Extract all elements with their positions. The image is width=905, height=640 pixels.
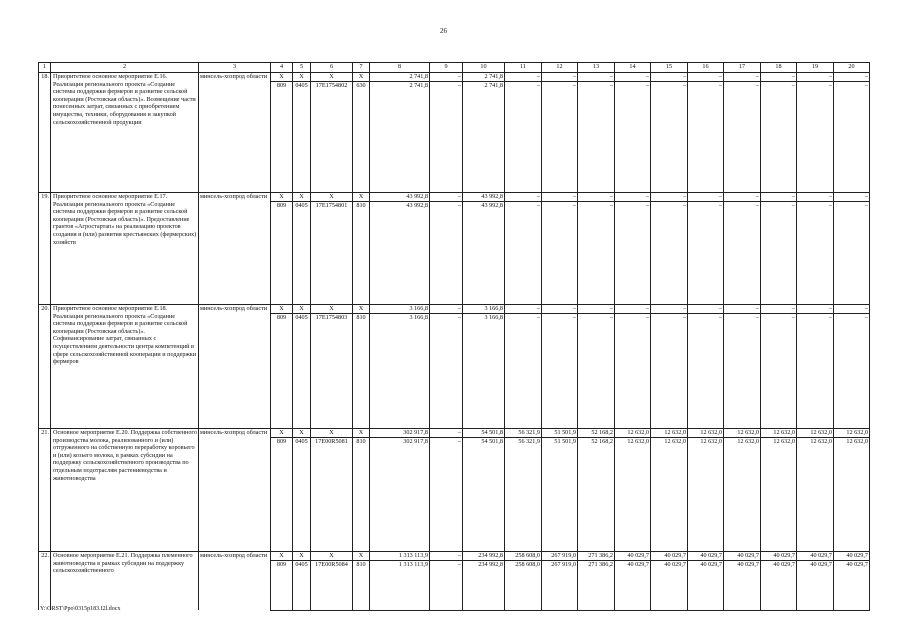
value-cell-line1: – xyxy=(834,305,870,314)
value-cell-line2: – xyxy=(430,82,463,193)
value-cell-line2: 12 632,0 xyxy=(688,438,724,552)
table-row xyxy=(39,73,870,82)
column-number-cell: 7 xyxy=(353,63,370,73)
value-cell-line2: 54 501,8 xyxy=(463,438,505,552)
value-cell-line1: 12 632,0 xyxy=(651,429,688,438)
column-number-cell: 5 xyxy=(293,63,311,73)
column-number-cell: 6 xyxy=(311,63,353,73)
value-cell-line1: 12 632,0 xyxy=(724,429,761,438)
value-cell-line2: – xyxy=(797,82,834,193)
value-cell-line2: – xyxy=(578,202,615,305)
value-cell-line2: 0405 xyxy=(293,82,311,193)
value-cell-line1: – xyxy=(542,305,578,314)
value-cell-line1: – xyxy=(430,305,463,314)
value-cell-line1: – xyxy=(724,305,761,314)
value-cell-line1: X xyxy=(353,193,370,202)
value-cell-line2: – xyxy=(430,561,463,611)
value-cell-line1: – xyxy=(430,552,463,561)
column-number-cell: 11 xyxy=(505,63,542,73)
value-cell-line2: 258 608,0 xyxy=(505,561,542,611)
value-cell-line2: – xyxy=(834,202,870,305)
value-cell-line2: – xyxy=(615,314,651,429)
value-cell-line1: X xyxy=(271,305,293,314)
value-cell-line2: 12 632,0 xyxy=(797,438,834,552)
value-cell-line2: 302 917,8 xyxy=(370,438,430,552)
value-cell-line2: 56 321,9 xyxy=(505,438,542,552)
value-cell-line1: 2 741,8 xyxy=(370,73,430,82)
value-cell-line2: – xyxy=(688,202,724,305)
column-number-cell: 19 xyxy=(797,63,834,73)
responsible-executor: минсель-хозпрод области xyxy=(199,193,271,305)
value-cell-line1: – xyxy=(505,193,542,202)
value-cell-line2: – xyxy=(615,202,651,305)
value-cell-line2: 809 xyxy=(271,82,293,193)
table-row xyxy=(39,193,870,202)
value-cell-line1: – xyxy=(761,305,797,314)
footer-file-path: Y:\ORST\Ppo\0315p183.f2l.docx xyxy=(40,606,121,612)
value-cell-line2: 271 386,2 xyxy=(578,561,615,611)
value-cell-line2: – xyxy=(615,82,651,193)
budget-table xyxy=(38,62,870,611)
row-number: 18. xyxy=(39,73,51,193)
column-number-cell: 15 xyxy=(651,63,688,73)
value-cell-line1: X xyxy=(353,429,370,438)
value-cell-line1: – xyxy=(615,73,651,82)
value-cell-line1: X xyxy=(271,552,293,561)
value-cell-line2: 40 029,7 xyxy=(615,561,651,611)
row-number: 19. xyxy=(39,193,51,305)
table-row xyxy=(39,552,870,561)
value-cell-line2: 810 xyxy=(353,438,370,552)
value-cell-line2: 0405 xyxy=(293,438,311,552)
value-cell-line1: – xyxy=(761,193,797,202)
value-cell-line1: – xyxy=(651,193,688,202)
value-cell-line2: 17E00R5084 xyxy=(311,561,353,611)
value-cell-line2: – xyxy=(430,314,463,429)
column-number-cell: 17 xyxy=(724,63,761,73)
value-cell-line1: – xyxy=(724,193,761,202)
value-cell-line2: – xyxy=(688,314,724,429)
value-cell-line1: – xyxy=(578,193,615,202)
column-number-cell: 20 xyxy=(834,63,870,73)
measure-name: Основное мероприятие Е.20. Поддержка собственного производства молока, реализованного и (или) отгруженного на собственную переработку коровьего и (или) козьего молока, в рамках субсидии на поддержку сельскохозяйственного производства по отдельным подотраслям растениеводства и животноводства xyxy=(51,429,199,552)
value-cell-line2: 43 992,8 xyxy=(463,202,505,305)
value-cell-line1: 56 321,9 xyxy=(505,429,542,438)
column-number-cell: 9 xyxy=(430,63,463,73)
value-cell-line2: 1 313 113,9 xyxy=(370,561,430,611)
value-cell-line1: X xyxy=(311,429,353,438)
value-cell-line2: – xyxy=(724,202,761,305)
value-cell-line1: 12 632,0 xyxy=(797,429,834,438)
value-cell-line1: – xyxy=(834,73,870,82)
value-cell-line2: 40 029,7 xyxy=(651,561,688,611)
value-cell-line1: 271 386,2 xyxy=(578,552,615,561)
value-cell-line1: X xyxy=(311,305,353,314)
value-cell-line1: X xyxy=(293,429,311,438)
value-cell-line1: 3 166,8 xyxy=(463,305,505,314)
value-cell-line1: 2 741,8 xyxy=(463,73,505,82)
column-number-cell: 18 xyxy=(761,63,797,73)
value-cell-line2: 3 166,8 xyxy=(463,314,505,429)
value-cell-line1: X xyxy=(293,305,311,314)
value-cell-line1: X xyxy=(293,73,311,82)
value-cell-line1: X xyxy=(271,193,293,202)
value-cell-line2: – xyxy=(430,202,463,305)
value-cell-line1: – xyxy=(615,305,651,314)
value-cell-line2: 630 xyxy=(353,82,370,193)
value-cell-line2: 12 632,0 xyxy=(761,438,797,552)
value-cell-line1: X xyxy=(311,73,353,82)
value-cell-line2: 40 029,7 xyxy=(761,561,797,611)
value-cell-line2: – xyxy=(724,82,761,193)
column-number-row xyxy=(39,63,870,73)
value-cell-line2: 0405 xyxy=(293,202,311,305)
value-cell-line1: – xyxy=(542,73,578,82)
value-cell-line2: 3 166,8 xyxy=(370,314,430,429)
value-cell-line2: – xyxy=(651,202,688,305)
value-cell-line2: – xyxy=(542,314,578,429)
column-number-cell: 8 xyxy=(370,63,430,73)
column-number-cell: 14 xyxy=(615,63,651,73)
value-cell-line1: 40 029,7 xyxy=(688,552,724,561)
value-cell-line2: – xyxy=(578,314,615,429)
column-number-cell: 3 xyxy=(199,63,271,73)
value-cell-line1: 40 029,7 xyxy=(615,552,651,561)
value-cell-line2: 267 919,0 xyxy=(542,561,578,611)
row-number: 21. xyxy=(39,429,51,552)
value-cell-line2: – xyxy=(834,82,870,193)
value-cell-line1: – xyxy=(688,305,724,314)
value-cell-line1: X xyxy=(271,73,293,82)
value-cell-line2: 2 741,8 xyxy=(370,82,430,193)
column-number-cell: 10 xyxy=(463,63,505,73)
value-cell-line2: – xyxy=(430,438,463,552)
value-cell-line2: 43 992,8 xyxy=(370,202,430,305)
value-cell-line2: – xyxy=(651,314,688,429)
value-cell-line1: 40 029,7 xyxy=(834,552,870,561)
value-cell-line2: 809 xyxy=(271,438,293,552)
value-cell-line2: 809 xyxy=(271,561,293,611)
value-cell-line1: – xyxy=(505,305,542,314)
value-cell-line2: 40 029,7 xyxy=(797,561,834,611)
value-cell-line2: 40 029,7 xyxy=(688,561,724,611)
value-cell-line1: 40 029,7 xyxy=(797,552,834,561)
value-cell-line1: 43 992,8 xyxy=(370,193,430,202)
value-cell-line1: 12 632,0 xyxy=(761,429,797,438)
value-cell-line1: 12 632,0 xyxy=(688,429,724,438)
responsible-executor: минсель-хозпрод области xyxy=(199,305,271,429)
value-cell-line2: – xyxy=(505,314,542,429)
value-cell-line2: 40 029,7 xyxy=(834,561,870,611)
value-cell-line1: – xyxy=(615,193,651,202)
value-cell-line2: 0405 xyxy=(293,314,311,429)
value-cell-line1: – xyxy=(578,305,615,314)
measure-name: Приоритетное основное мероприятие Е.17. Реализация регионального проекта «Создание системы поддержки фермеров и развитие сельской кооперации (Ростовская область)». Предоставление грантов «Агростартап» на реализацию проектов создания и (или) развития крестьянских (фермерских) хозяйств xyxy=(51,193,199,305)
value-cell-line2: – xyxy=(724,314,761,429)
value-cell-line1: – xyxy=(505,73,542,82)
value-cell-line1: – xyxy=(430,73,463,82)
value-cell-line1: X xyxy=(311,193,353,202)
value-cell-line2: 810 xyxy=(353,202,370,305)
value-cell-line1: – xyxy=(797,193,834,202)
value-cell-line2: – xyxy=(578,82,615,193)
value-cell-line1: 52 168,2 xyxy=(578,429,615,438)
value-cell-line2: – xyxy=(761,82,797,193)
value-cell-line2: 234 992,8 xyxy=(463,561,505,611)
value-cell-line1: – xyxy=(834,193,870,202)
value-cell-line1: 258 608,0 xyxy=(505,552,542,561)
value-cell-line1: – xyxy=(797,305,834,314)
value-cell-line1: 51 501,9 xyxy=(542,429,578,438)
responsible-executor: минсель-хозпрод области xyxy=(199,73,271,193)
table-row xyxy=(39,305,870,314)
value-cell-line2: 2 741,8 xyxy=(463,82,505,193)
value-cell-line1: 54 501,8 xyxy=(463,429,505,438)
value-cell-line1: X xyxy=(293,193,311,202)
value-cell-line2: – xyxy=(542,202,578,305)
value-cell-line2: – xyxy=(797,314,834,429)
value-cell-line2: 809 xyxy=(271,202,293,305)
value-cell-line2: 17E00R5081 xyxy=(311,438,353,552)
value-cell-line2: 12 632,0 xyxy=(724,438,761,552)
value-cell-line2: 12 632,0 xyxy=(615,438,651,552)
value-cell-line1: X xyxy=(271,429,293,438)
responsible-executor: минсель-хозпрод области xyxy=(199,429,271,552)
value-cell-line2: 52 168,2 xyxy=(578,438,615,552)
value-cell-line1: 12 632,0 xyxy=(834,429,870,438)
value-cell-line1: 40 029,7 xyxy=(761,552,797,561)
measure-name: Приоритетное основное мероприятие Е.18. Реализация регионального проекта «Создание системы поддержки фермеров и развитие сельской кооперации (Ростовская область)». Софинансирование затрат, связанных с осуществлением деятельности центра компетенций в сфере сельскохозяйственной кооперации и поддержки фермеров xyxy=(51,305,199,429)
value-cell-line1: 234 992,8 xyxy=(463,552,505,561)
value-cell-line2: – xyxy=(797,202,834,305)
column-number-cell: 4 xyxy=(271,63,293,73)
value-cell-line1: X xyxy=(353,305,370,314)
value-cell-line1: X xyxy=(353,73,370,82)
measure-name: Основное мероприятие Е.21. Поддержка племенного животноводства в рамках субсидии на поддержку сельскохозяйственного xyxy=(51,552,199,611)
value-cell-line1: – xyxy=(688,73,724,82)
value-cell-line1: X xyxy=(353,552,370,561)
value-cell-line2: 810 xyxy=(353,314,370,429)
value-cell-line1: 267 919,0 xyxy=(542,552,578,561)
value-cell-line1: – xyxy=(430,193,463,202)
column-number-cell: 13 xyxy=(578,63,615,73)
column-number-cell: 12 xyxy=(542,63,578,73)
value-cell-line2: 809 xyxy=(271,314,293,429)
value-cell-line1: – xyxy=(651,305,688,314)
value-cell-line1: 40 029,7 xyxy=(724,552,761,561)
value-cell-line1: X xyxy=(311,552,353,561)
value-cell-line1: – xyxy=(688,193,724,202)
value-cell-line2: – xyxy=(688,82,724,193)
column-number-cell: 2 xyxy=(51,63,199,73)
value-cell-line1: – xyxy=(797,73,834,82)
value-cell-line2: 12 632,0 xyxy=(834,438,870,552)
value-cell-line1: 40 029,7 xyxy=(651,552,688,561)
value-cell-line1: – xyxy=(578,73,615,82)
value-cell-line1: 3 166,8 xyxy=(370,305,430,314)
value-cell-line2: 51 501,9 xyxy=(542,438,578,552)
value-cell-line2: – xyxy=(505,82,542,193)
value-cell-line2: 17E1754803 xyxy=(311,314,353,429)
value-cell-line2: – xyxy=(651,82,688,193)
value-cell-line1: – xyxy=(761,73,797,82)
value-cell-line1: 43 992,8 xyxy=(463,193,505,202)
value-cell-line2: – xyxy=(761,202,797,305)
measure-name: Приоритетное основное мероприятие Е.16. Реализация регионального проекта «Создание системы поддержки фермеров и развитие сельской кооперации (Ростовская область)». Возмещение части понесенных затрат, связанных с приобретением имущества, техники, оборудования и закупкой сельскохозяйственной продукции xyxy=(51,73,199,193)
value-cell-line2: 17E1754801 xyxy=(311,202,353,305)
value-cell-line1: 1 313 113,9 xyxy=(370,552,430,561)
value-cell-line1: X xyxy=(293,552,311,561)
value-cell-line1: – xyxy=(430,429,463,438)
value-cell-line1: 12 632,0 xyxy=(615,429,651,438)
value-cell-line2: 17E1754802 xyxy=(311,82,353,193)
value-cell-line1: 302 917,8 xyxy=(370,429,430,438)
value-cell-line2: 810 xyxy=(353,561,370,611)
value-cell-line2: – xyxy=(834,314,870,429)
value-cell-line2: 12 632,0 xyxy=(651,438,688,552)
value-cell-line1: – xyxy=(542,193,578,202)
value-cell-line2: – xyxy=(505,202,542,305)
value-cell-line2: 0405 xyxy=(293,561,311,611)
value-cell-line1: – xyxy=(651,73,688,82)
value-cell-line2: 40 029,7 xyxy=(724,561,761,611)
responsible-executor: минсель-хозпрод области xyxy=(199,552,271,611)
column-number-cell: 16 xyxy=(688,63,724,73)
table-row xyxy=(39,429,870,438)
value-cell-line2: – xyxy=(542,82,578,193)
value-cell-line2: – xyxy=(761,314,797,429)
column-number-cell: 1 xyxy=(39,63,51,73)
row-number: 22. xyxy=(39,552,51,611)
page-number: 26 xyxy=(440,27,447,35)
value-cell-line1: – xyxy=(724,73,761,82)
row-number: 20. xyxy=(39,305,51,429)
